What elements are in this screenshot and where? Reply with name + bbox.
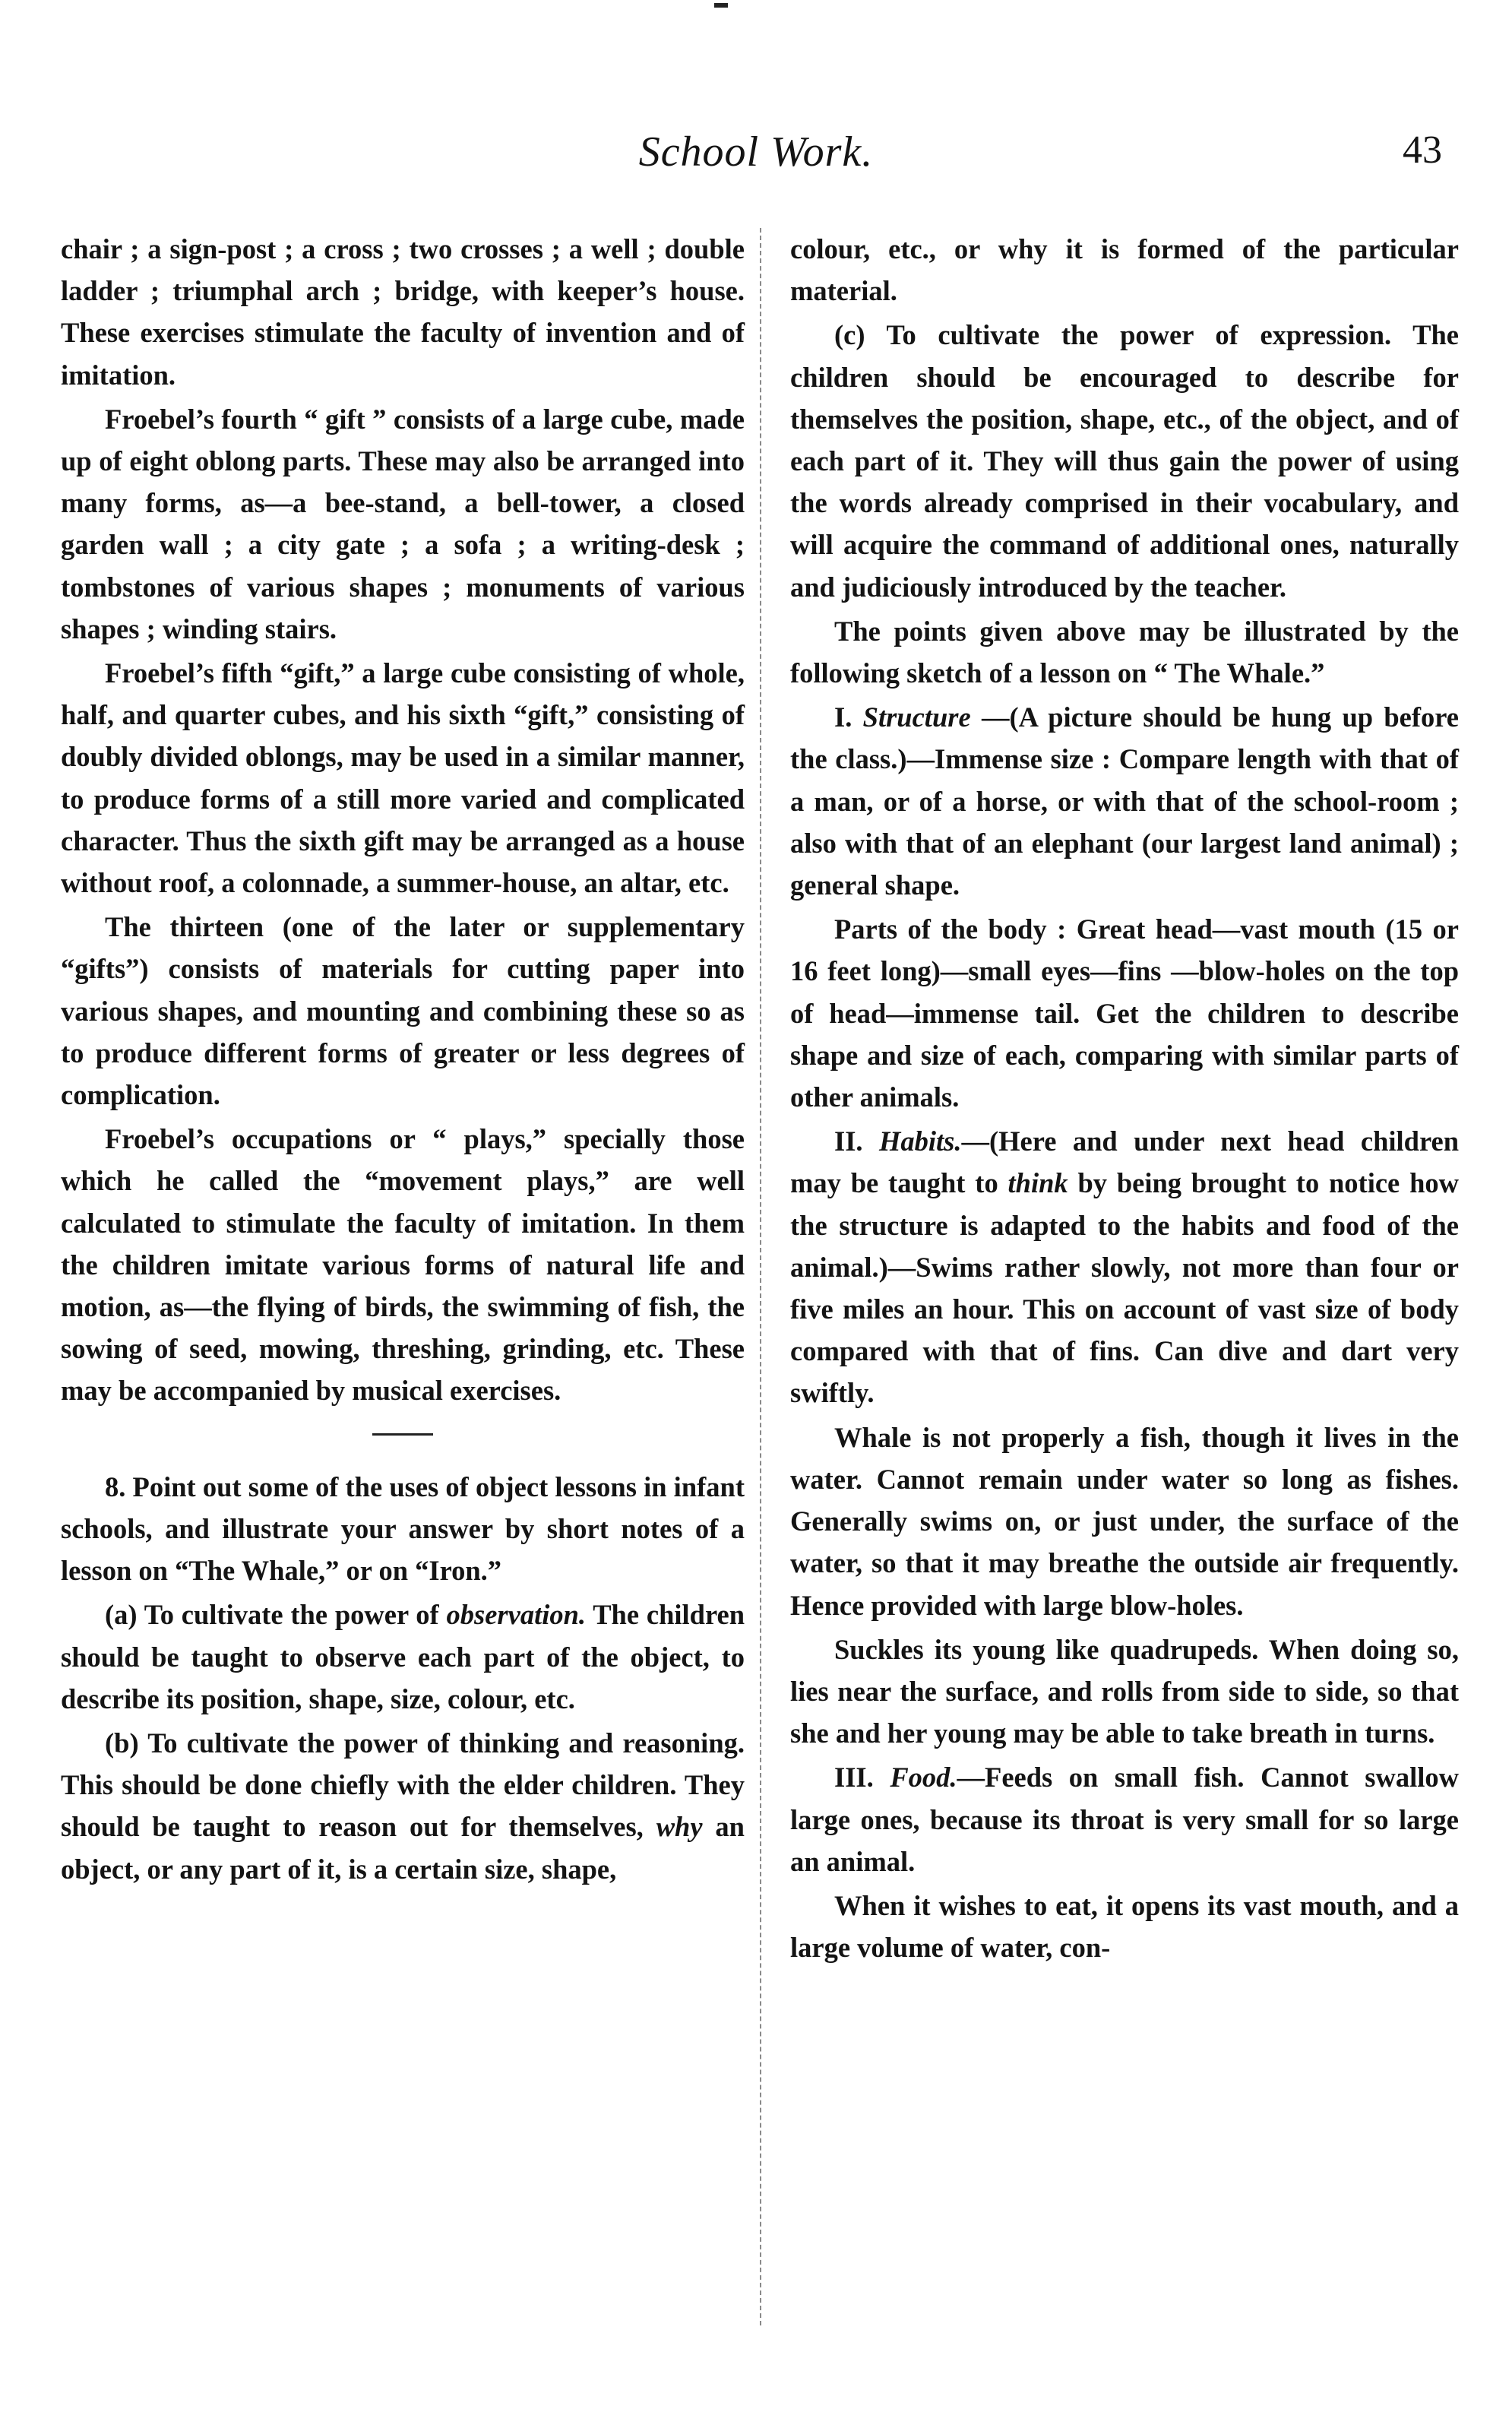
paragraph: Suckles its young like quadrupeds. When doing so, lies near the surface, and rolls from side to side, so that she and her young may be able to take breath in turns. (790, 1633, 1459, 1749)
paragraph: The thirteen (one of the later or supplementary “gifts”) consists of materials for cutting paper into various shapes, and mounting and combining these so as to produce different forms of greater or less degrees of complication. (61, 911, 745, 1111)
section-habits (790, 1120, 1459, 1414)
left-column (61, 228, 745, 1892)
point-text: The children should be taught to observe each part of the object, to describe its position, shape, size, colour, etc. (61, 1599, 745, 1714)
paragraph: The points given above may be illustrated by the following sketch of a lesson on “ The Whale.” (790, 615, 1459, 689)
running-head (0, 128, 1512, 181)
point-text: an object, or any part of it, is a certain size, shape, (61, 1811, 745, 1885)
point-c (790, 314, 1459, 607)
section-text: —(A picture should be hung up before the class.)—Immense size : Compare length with that of a man, or of a horse, or with that of the school-room ; also with that of an elephant (our largest land animal) ; general shape. (790, 701, 1459, 901)
section-heading: Food. (890, 1762, 957, 1793)
section-text: by being brought to notice how the structure is adapted to the habits and food of the animal.)—Swims rather slowly, not more than four or five miles an hour. This on account of vast size of body compared with that of fins. Can dive and dart very swiftly. (790, 1167, 1459, 1409)
point-label: (c) (834, 319, 865, 351)
section-heading: Habits. (878, 1125, 962, 1157)
section-divider (372, 1433, 433, 1436)
paragraph: Froebel’s fourth “ gift ” consists of a large cube, made up of eight oblong parts. These may also be arranged into many forms, as—a bee-stand, a bell-tower, a closed garden wall ; a city gate ; a sofa ; a writing-desk ; tombstones of various shapes ; monuments of various shapes ; winding stairs. (61, 403, 745, 644)
section-number: II. (834, 1125, 863, 1157)
section-text: —(Here and under next head children may be taught to (790, 1125, 1460, 1199)
paragraph: When it wishes to eat, it opens its vast mouth, and a large volume of water, con- (790, 1889, 1459, 1964)
point-label: (b) (105, 1727, 139, 1759)
point-a (61, 1594, 745, 1720)
page-number: 43 (1403, 128, 1442, 172)
question-8: 8. Point out some of the uses of object lessons in infant schools, and illustrate your answer by short notes of a lesson on “The Whale,” or on “Iron.” (61, 1471, 745, 1587)
paragraph: colour, etc., or why it is formed of the particular material. (790, 233, 1459, 307)
point-label: (a) (105, 1599, 138, 1631)
column-divider (760, 228, 761, 2325)
paragraph: Whale is not properly a fish, though it lives in the water. Cannot remain under water so long as fishes. Generally swims on, or just under, the surface of the water, so that it may breathe the outside air frequently. Hence provided with large blow-holes. (790, 1421, 1459, 1621)
emphasis: think (1007, 1167, 1068, 1199)
section-text: —Feeds on small fish. Cannot swallow large ones, because its throat is very small for so large an animal. (790, 1762, 1459, 1877)
paragraph: Parts of the body : Great head—vast mouth (15 or 16 feet long)—small eyes—fins —blow-holes on the top of head—immense tail. Get the children to describe shape and size of each, comparing with similar parts of other animals. (790, 913, 1459, 1113)
section-number: III. (834, 1762, 874, 1793)
section-food (790, 1756, 1459, 1882)
section-number: I. (834, 701, 852, 733)
point-b (61, 1722, 745, 1890)
point-text: To cultivate the power of (137, 1599, 447, 1631)
point-text: To cultivate the power of expression. The children should be encouraged to describe for themselves the position, shape, etc., of the object, and of each part of it. They will thus gain the power of using the words already comprised in their vocabulary, and will acquire the command of additional ones, naturally and judiciously introduced by the teacher. (790, 319, 1459, 603)
right-column (790, 228, 1459, 1971)
emphasis: observation. (446, 1599, 587, 1631)
paragraph: Froebel’s occupations or “ plays,” specially those which he called the “movement plays,” are well calculated to stimulate the faculty of imitation. In them the children imitate various forms of natural life and motion, as—the flying of birds, the swimming of fish, the sowing of seed, mowing, threshing, grinding, etc. These may be accompanied by musical exercises. (61, 1123, 745, 1407)
paragraph: Froebel’s fifth “gift,” a large cube consisting of whole, half, and quarter cubes, and his sixth “gift,” consisting of doubly divided oblongs, may be used in a similar manner, to produce forms of a still more varied and complicated character. Thus the sixth gift may be arranged as a house without roof, a colonnade, a summer-house, an altar, etc. (61, 657, 745, 899)
emphasis: why (656, 1811, 703, 1843)
scan-mark (714, 3, 728, 8)
running-title: School Work. (638, 128, 874, 176)
point-text: To cultivate the power of thinking and reasoning. This should be done chiefly with the elder children. They should be taught to reason out for themselves, (61, 1727, 745, 1843)
section-heading: Structure (862, 701, 971, 733)
section-structure (790, 696, 1459, 906)
paragraph: chair ; a sign-post ; a cross ; two crosses ; a well ; double ladder ; triumphal arch ; bridge, with keeper’s house. These exercises stimulate the faculty of invention and of imitation. (61, 233, 745, 391)
